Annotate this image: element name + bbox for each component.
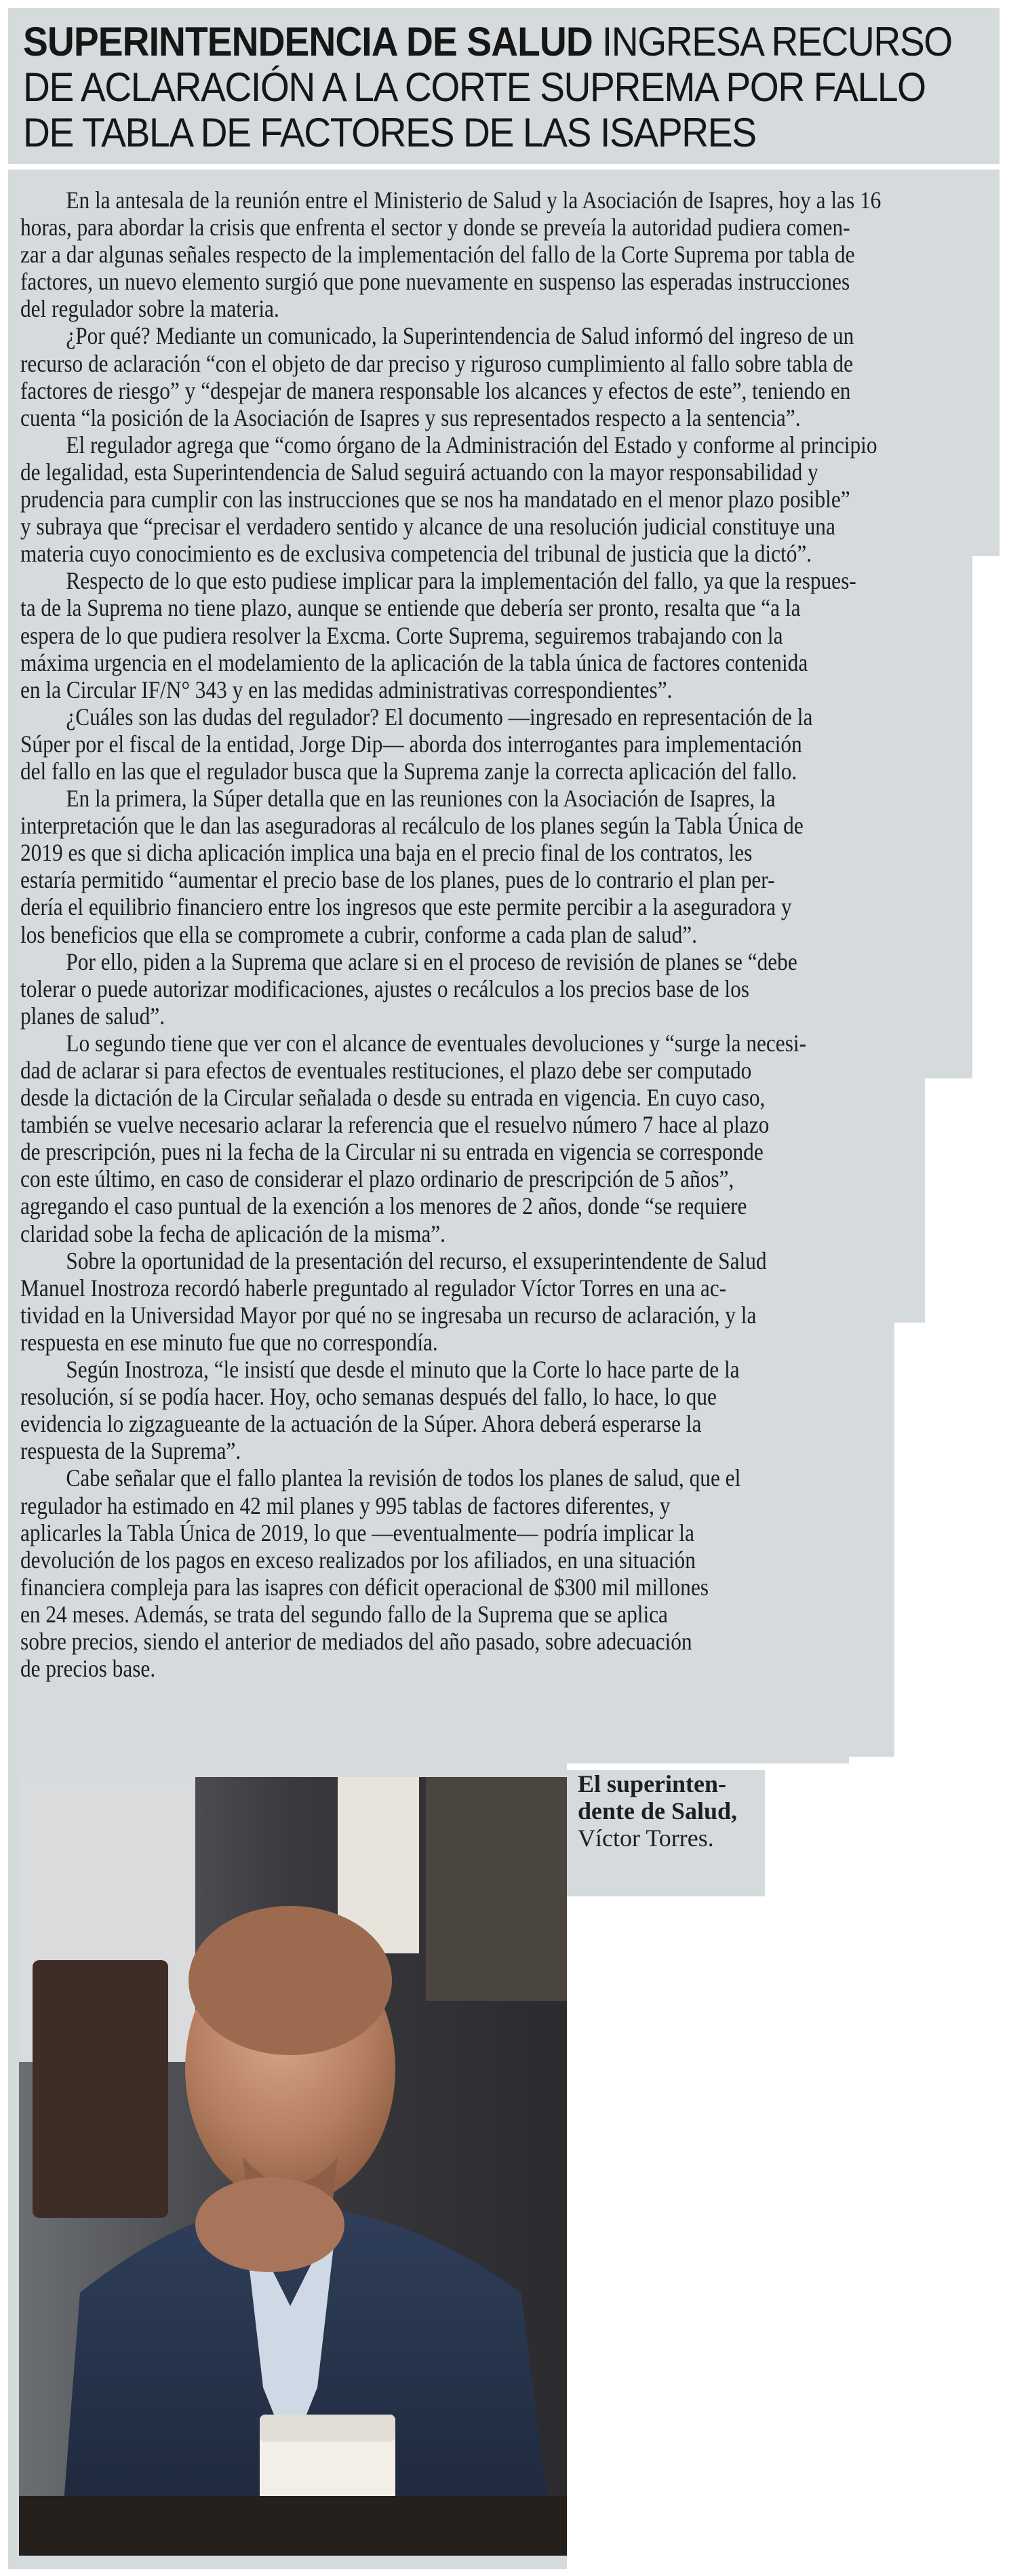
article-line: [20, 1329, 990, 1356]
article-line: [20, 567, 990, 594]
article-line-text: en 24 meses. Además, se trata del segundo fallo de la Suprema que se aplica: [20, 1600, 668, 1628]
article-line: [20, 1383, 990, 1410]
article-line-text: evidencia lo zigzagueante de la actuación de la Súper. Ahora deberá esperarse la: [20, 1410, 702, 1438]
article-line-text: Cabe señalar que el fallo plantea la revisión de todos los planes de salud, que el: [66, 1464, 741, 1492]
article-line-text: en la Circular IF/N° 343 y en las medidas administrativas correspondientes”.: [20, 676, 673, 703]
portrait-image: [19, 1777, 567, 2556]
article-line: [20, 1111, 990, 1138]
article-line-text: del regulador sobre la materia.: [20, 295, 279, 323]
article-line-text: En la primera, la Súper detalla que en las reuniones con la Asociación de Isapres, la: [66, 785, 776, 813]
article-line-text: desde la dictación de la Circular señalada o desde su entrada en vigencia. En cuyo caso,: [20, 1084, 766, 1112]
article-line: [20, 1247, 990, 1274]
article-line-text: sobre precios, siendo el anterior de mediados del año pasado, sobre adecuación: [20, 1627, 692, 1655]
article-line-text: aplicarles la Tabla Única de 2019, lo que —eventualmente— podría implicar la: [20, 1519, 694, 1546]
article-line-text: resolución, sí se podía hacer. Hoy, ocho semanas después del fallo, lo hace, lo que: [20, 1383, 717, 1411]
article-line: [20, 1546, 990, 1574]
article-line-text: tolerar o puede autorizar modificaciones, ajustes o recálculos a los precios base de los: [20, 975, 749, 1002]
article-line: [20, 622, 990, 649]
article-line-text: ta de la Suprema no tiene plazo, aunque se entiende que debería ser pronto, resalta que “a la: [20, 594, 801, 622]
article-line: [20, 1165, 990, 1192]
article-line: [20, 649, 990, 676]
article-line: [20, 758, 990, 785]
article-line: [20, 785, 990, 812]
article-line: [20, 866, 990, 893]
article-line: [20, 377, 990, 404]
article-line-text: claridad sobe la fecha de aplicación de la misma”.: [20, 1219, 446, 1247]
article-line-text: planes de salud”.: [20, 1002, 165, 1030]
article-line-text: del fallo en las que el regulador busca que la Suprema zanje la correcta aplicación del fallo.: [20, 757, 797, 785]
article-line-text: espera de lo que pudiera resolver la Excma. Corte Suprema, seguiremos trabajando con la: [20, 621, 783, 649]
article-line-text: máxima urgencia en el modelamiento de la aplicación de la tabla única de factores contenida: [20, 648, 808, 676]
article-line: [20, 1220, 990, 1247]
article-line: [20, 893, 990, 920]
article-line: [20, 839, 990, 866]
article-line: [20, 1492, 990, 1519]
article-line: [20, 268, 990, 295]
article-line-text: y subraya que “precisar el verdadero sentido y alcance de una resolución judicial constituye una: [20, 513, 835, 541]
article-line-text: dería el equilibrio financiero entre los ingresos que este permite percibir a la aseguradora y: [20, 893, 792, 921]
article-line-text: 2019 es que si dicha aplicación implica una baja en el precio final de los contratos, les: [20, 839, 753, 867]
article-line-text: con este último, en caso de considerar el plazo ordinario de prescripción de 5 años”,: [20, 1165, 734, 1193]
article-line: [20, 1030, 990, 1057]
article-line: [20, 431, 990, 458]
article-line: [20, 1601, 990, 1628]
caption-name: Víctor Torres.: [578, 1824, 714, 1852]
article-line-text: también se vuelve necesario aclarar la referencia que el resuelvo número 7 hace al plazo: [20, 1111, 770, 1139]
article-line: [20, 187, 990, 214]
article-line-text: El regulador agrega que “como órgano de la Administración del Estado y conforme al principio: [66, 431, 877, 458]
article-line: [20, 513, 990, 540]
article-line-text: cuenta “la posición de la Asociación de Isapres y sus representados respecto a la sentencia”.: [20, 404, 801, 431]
article-line: [20, 241, 990, 268]
article-line: [20, 975, 990, 1002]
article-line: [20, 812, 990, 839]
article-line-text: interpretación que le dan las aseguradoras al recálculo de los planes según la Tabla Única de: [20, 812, 804, 840]
article-line: [20, 1574, 990, 1601]
article-body: [20, 187, 990, 1682]
article-line-text: Sobre la oportunidad de la presentación del recurso, el exsuperintendente de Salud: [66, 1247, 767, 1274]
article-line: [20, 594, 990, 621]
article-line: [20, 1464, 990, 1491]
article-line-text: tividad en la Universidad Mayor por qué no se ingresaba un recurso de aclaración, y la: [20, 1301, 757, 1329]
article-line-text: Según Inostroza, “le insistí que desde el minuto que la Corte lo hace parte de la: [66, 1356, 740, 1384]
article-line-text: de precios base.: [20, 1655, 156, 1683]
article-line: [20, 1628, 990, 1655]
article-line: [20, 1138, 990, 1165]
article-line-text: factores de riesgo” y “despejar de manera responsable los alcances y efectos de este”, teniendo en: [20, 376, 851, 404]
article-line: [20, 350, 990, 377]
article-line: [20, 1084, 990, 1111]
article-line: [20, 486, 990, 513]
article-line: [20, 404, 990, 431]
article-line: [20, 295, 990, 322]
article-line-text: de prescripción, pues ni la fecha de la Circular ni su entrada en vigencia se corresponde: [20, 1138, 764, 1166]
article-line-text: ¿Cuáles son las dudas del regulador? El documento —ingresado en representación de la: [66, 703, 813, 730]
article-line: [20, 703, 990, 730]
article-line: [20, 322, 990, 349]
article-line-text: dad de aclarar si para efectos de eventuales restituciones, el plazo debe ser computado: [20, 1057, 752, 1084]
headline-kicker: SUPERINTENDENCIA DE SALUD: [23, 19, 593, 64]
article-line-text: ¿Por qué? Mediante un comunicado, la Superintendencia de Salud informó del ingreso de un: [66, 322, 854, 350]
article-line: [20, 1356, 990, 1383]
article-line: [20, 1302, 990, 1329]
article-line-text: Respecto de lo que esto pudiese implicar para la implementación del fallo, ya que la respues-: [66, 567, 856, 595]
portrait-photo: [19, 1777, 567, 2556]
photo-caption-box: [567, 1770, 765, 1896]
article-line: [20, 458, 990, 486]
headline-box: [8, 8, 1000, 164]
article-line-text: recurso de aclaración “con el objeto de dar preciso y riguroso cumplimiento al fallo sobre tabla de: [20, 349, 853, 377]
article-line-text: En la antesala de la reunión entre el Ministerio de Salud y la Asociación de Isapres, hoy a las 16: [66, 187, 882, 214]
article-line: [20, 214, 990, 241]
photo-caption: [578, 1770, 754, 1852]
article-line-text: Manuel Inostroza recordó haberle preguntado al regulador Víctor Torres en una ac-: [20, 1274, 727, 1302]
article-line-text: estaría permitido “aumentar el precio base de los planes, pues de lo contrario el plan per-: [20, 866, 775, 894]
article-line: [20, 1192, 990, 1219]
article-line-text: regulador ha estimado en 42 mil planes y 995 tablas de factores diferentes, y: [20, 1491, 671, 1519]
caption-bold-line: dente de Salud,: [578, 1797, 738, 1824]
article-line: [20, 676, 990, 703]
article-line: [20, 730, 990, 758]
article-line-text: zar a dar algunas señales respecto de la implementación del fallo de la Corte Suprema por tabla de: [20, 241, 855, 269]
article-line: [20, 921, 990, 948]
article-line-text: prudencia para cumplir con las instrucciones que se nos ha mandatado en el menor plazo posible”: [20, 486, 850, 513]
article-line-text: factores, un nuevo elemento surgió que pone nuevamente en suspenso las esperadas instrucciones: [20, 268, 850, 296]
article-line-text: de legalidad, esta Superintendencia de Salud seguirá actuando con la mayor responsabilidad y: [20, 458, 818, 486]
headline-text: INGRESA RECURSO DE ACLARACIÓN A LA CORTE SUPREMA POR FALLO DE TABLA DE FACTORES DE LAS ISAPRES: [23, 19, 952, 155]
article-line-text: los beneficios que ella se compromete a cubrir, conforme a cada plan de salud”.: [20, 920, 697, 948]
article-line: [20, 1274, 990, 1302]
article-line: [20, 1410, 990, 1437]
article-line-text: Súper por el fiscal de la entidad, Jorge Dip— aborda dos interrogantes para implementación: [20, 730, 802, 758]
article-line: [20, 1002, 990, 1030]
caption-bold-line: El superinten-: [578, 1770, 727, 1797]
headline: [23, 19, 984, 155]
article-line-text: materia cuyo conocimiento es de exclusiva competencia del tribunal de justicia que la dictó”.: [20, 540, 812, 568]
text-column-background: [8, 1757, 849, 1763]
article-line-text: agregando el caso puntual de la exención a los menores de 2 años, donde “se requiere: [20, 1192, 747, 1220]
article-line: [20, 1057, 990, 1084]
article-line: [20, 948, 990, 975]
article-line-text: respuesta de la Suprema”.: [20, 1437, 241, 1465]
article-line-text: Por ello, piden a la Suprema que aclare si en el proceso de revisión de planes se “debe: [66, 948, 797, 975]
article-line: [20, 1655, 990, 1682]
article-line-text: horas, para abordar la crisis que enfrenta el sector y donde se preveía la autoridad pudiera comen-: [20, 214, 850, 241]
article-line-text: financiera compleja para las isapres con déficit operacional de $300 mil millones: [20, 1573, 709, 1601]
article-line: [20, 1519, 990, 1546]
article-line-text: respuesta en ese minuto fue que no correspondía.: [20, 1328, 438, 1356]
article-line-text: devolución de los pagos en exceso realizados por los afiliados, en una situación: [20, 1546, 696, 1574]
article-line-text: Lo segundo tiene que ver con el alcance de eventuales devoluciones y “surge la necesi-: [66, 1029, 807, 1057]
article-line: [20, 540, 990, 567]
article-line: [20, 1437, 990, 1464]
